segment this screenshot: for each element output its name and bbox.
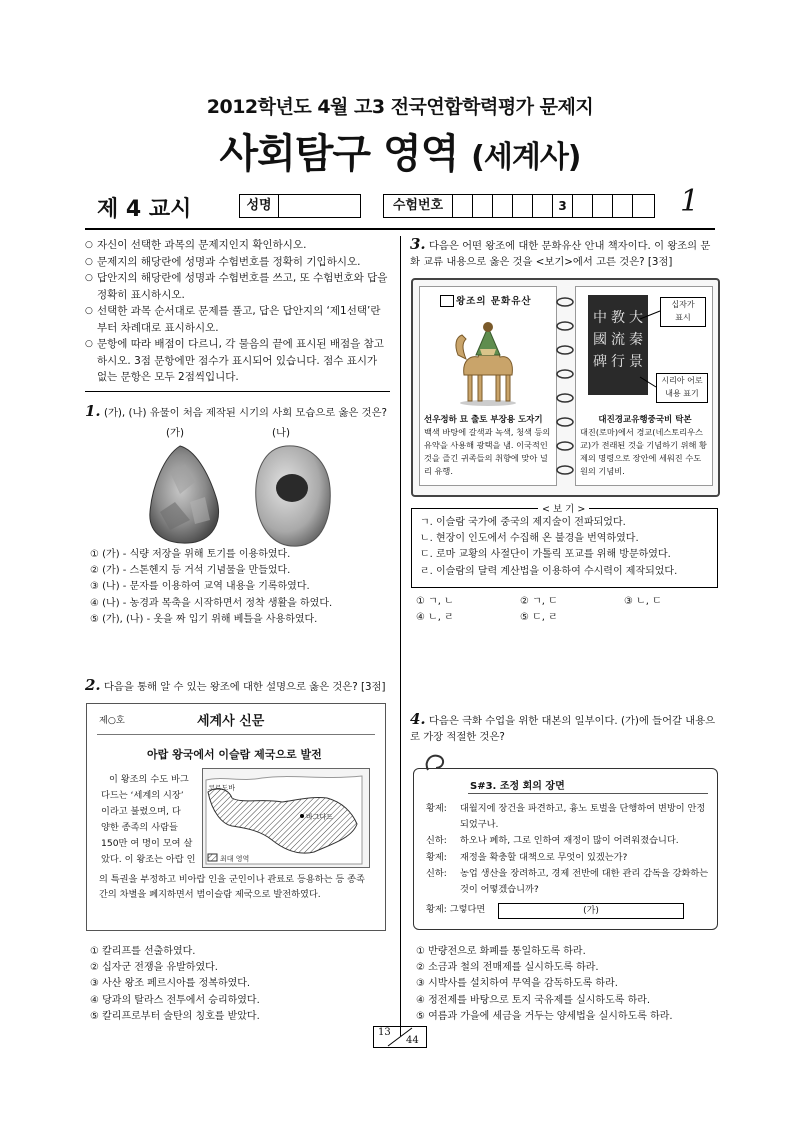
answer-option[interactable]: ④ ㄴ, ㄹ [416, 612, 454, 624]
answer-option[interactable]: ⑤ (가), (나) - 옷을 짜 입기 위해 베틀을 사용하였다. [90, 613, 318, 625]
map-city-2-dot [300, 814, 304, 818]
question-3-options [416, 594, 716, 626]
instruction-item: ○ 문항에 따라 배점이 다르니, 각 물음의 끝에 표시된 배점을 참고하시오. 3점 문항에만 점수가 표시되어 있습니다. 점수 표시가 없는 문항은 모두 2점씩입니다. [85, 336, 390, 386]
question-4 [410, 712, 720, 745]
question-3-text: 다음은 어떤 왕조에 대한 문화유산 안내 책자이다. 이 왕조의 문화 교류 내용으로 옳은 것을 <보기>에서 고른 것은? [3점] [410, 240, 711, 268]
newspaper-box [86, 703, 386, 931]
question-3-number: 3. [410, 235, 426, 253]
article-line: 이 왕조의 수도 바그 [109, 774, 189, 785]
stele-character: 國 [593, 332, 607, 348]
script-speaker: 신하: [426, 868, 447, 879]
callout-arrows [636, 307, 666, 397]
right-caption-body: 대진(로마)에서 경교(네스토리우스 교)가 전래된 것을 기념하기 위해 황제의 명령으로 장안에 세워진 수도원의 기념비. [580, 427, 707, 476]
callout-syriac-line1: 시리아 어로 [661, 376, 703, 385]
stele-character: 教 [611, 310, 625, 326]
exam-number-cell[interactable] [473, 195, 493, 217]
callout-cross [660, 297, 706, 327]
instructions [85, 237, 390, 386]
subject-title [0, 122, 800, 179]
question-3 [410, 237, 720, 270]
callout-cross-line2: 표시 [675, 313, 691, 322]
question-2 [85, 678, 395, 696]
article-tail: 의 특권을 부정하고 비아랍 인을 군인이나 관료로 등용하는 등 종족 간의 차별을 폐지하면서 범이슬람 제국으로 발전하였다. [99, 874, 365, 900]
script-line [426, 850, 710, 866]
question-2-number: 2. [85, 676, 101, 694]
instruction-item: ○ 답안지의 해당란에 성명과 수험번호를 쓰고, 또 수험번호와 답을 정확히 표시하시오. [85, 270, 390, 303]
exam-title: 2012학년도 4월 고3 전국연합학력평가 문제지 [206, 96, 594, 118]
script-box [413, 768, 718, 930]
answer-option[interactable]: ④ 정전제를 바탕으로 토지 국유제를 실시하도록 하라. [416, 994, 651, 1006]
question-4-options [416, 944, 673, 1025]
script-blank: (가) [498, 903, 684, 919]
answer-option[interactable]: ③ 사산 왕조 페르시아를 정복하였다. [90, 978, 251, 990]
answer-option[interactable]: ③ 시박사를 설치하여 무역을 감독하도록 하라. [416, 978, 618, 990]
exam-number-cell[interactable] [513, 195, 533, 217]
subject-name: 사회탐구 영역 [219, 131, 459, 177]
answer-option[interactable]: ④ 당과의 탈라스 전투에서 승리하였다. [90, 994, 260, 1006]
header-rule [85, 228, 715, 230]
name-box [239, 194, 361, 218]
map-city-2: 바그다드 [306, 813, 334, 821]
answer-option[interactable]: ① (가) - 식량 저장을 위해 토기를 이용하였다. [90, 549, 291, 560]
bogi-item: ㄷ. 로마 교황의 사절단이 가톨릭 포교를 위해 방문하였다. [420, 549, 671, 561]
answer-option[interactable]: ③ (나) - 문자를 이용하여 교역 내용을 기록하였다. [90, 581, 310, 593]
bogi-box [411, 504, 718, 588]
script-speaker: 황제: [426, 803, 447, 814]
exam-number-label: 수험번호 [384, 195, 453, 217]
script-text: 농업 생산을 장려하고, 경제 전반에 대한 관리 감독을 강화하는 것이 어떻겠습니까? [460, 868, 709, 895]
answer-option[interactable]: ③ ㄴ, ㄷ [624, 596, 662, 607]
stele-character: 行 [611, 354, 625, 370]
camel-figure-image [450, 315, 526, 407]
instruction-item: ○ 자신이 선택한 과목의 문제지인지 확인하시오. [85, 237, 390, 254]
column-divider [400, 236, 401, 1036]
newspaper-headline: 아랍 왕국에서 이슬람 제국으로 발전 [147, 748, 322, 761]
question-1-options [90, 547, 332, 628]
question-2-options [90, 944, 260, 1025]
bogi-items [420, 515, 677, 580]
script-line [426, 801, 710, 832]
script-text: 재정을 확충할 대책으로 무엇이 있겠는가? [460, 851, 628, 863]
answer-option[interactable]: ① 칼리프를 선출하였다. [90, 946, 196, 957]
exam-number-cell[interactable] [493, 195, 513, 217]
question-4-number: 4. [410, 710, 426, 728]
name-label: 성명 [240, 195, 279, 217]
exam-number-cell[interactable] [613, 195, 633, 217]
article-line: 다드는 ‘세계의 시장’ [101, 790, 184, 801]
article-line: 이라고 불렸으며, 다 [101, 806, 181, 817]
stele-character: 景 [629, 354, 643, 370]
answer-option[interactable]: ① ㄱ, ㄴ [416, 596, 454, 607]
answer-option[interactable]: ① 반량전으로 화폐를 통일하도록 하라. [416, 946, 586, 957]
grinding-stone-image [248, 440, 338, 550]
script-speaker: 황제: [426, 851, 447, 863]
left-caption-body: 백색 바탕에 갈색과 녹색, 청색 등의 유약을 사용해 광택을 냄. 이국적인 것을 즐긴 귀족들의 취향에 맞아 널리 유행. [424, 427, 551, 476]
footer-page: 13 [378, 1027, 391, 1038]
footer-total: 44 [406, 1035, 419, 1046]
left-caption-title: 선우정하 묘 출토 부장용 도자기 [424, 415, 543, 425]
map-image [202, 768, 370, 868]
question-2-text: 다음을 통해 알 수 있는 왕조에 대한 설명으로 옳은 것은? [3점] [103, 681, 386, 693]
exam-number-cell[interactable] [533, 195, 553, 217]
script-last-speaker: 황제: 그렇다면 [426, 904, 486, 915]
newspaper-name: 세계사 신문 [197, 714, 265, 729]
booklet-title: 왕조의 문화유산 [456, 296, 532, 307]
script-line [426, 833, 710, 849]
exam-number-field[interactable] [453, 195, 653, 217]
stele-character: 大 [629, 310, 643, 326]
stele-character: 流 [611, 332, 625, 348]
question-1-number: 1. [85, 402, 101, 420]
question-4-text: 다음은 극화 수업을 위한 대본의 일부이다. (가)에 들어갈 내용으로 가장 적절한 것은? [410, 715, 716, 743]
right-caption-title: 대진경교유행중국비 탁본 [598, 415, 692, 425]
answer-option[interactable]: ② 십자군 전쟁을 유발하였다. [90, 962, 218, 974]
newspaper-rule [97, 734, 375, 735]
bogi-item: ㄱ. 이슬람 국가에 중국의 제지술이 전파되었다. [420, 517, 626, 528]
booklet-right-page [575, 286, 713, 486]
map-legend: 최대 영역 [220, 855, 250, 863]
script-text: 하오나 폐하, 그로 인하여 재정이 많이 어려워졌습니다. [460, 835, 679, 846]
stele-character: 秦 [629, 332, 643, 348]
article-line: 았다. 이 왕조는 아랍 인 [101, 854, 196, 865]
bogi-item: ㄴ. 현장이 인도에서 수집해 온 불경을 번역하였다. [420, 533, 639, 545]
stele-character: 碑 [593, 354, 607, 370]
booklet-title-box [440, 295, 454, 307]
article-line: 150만 여 명이 모여 살 [101, 838, 193, 849]
answer-option[interactable]: ⑤ 여름과 가을에 세금을 거두는 양세법을 실시하도록 하라. [416, 1010, 673, 1022]
q1-label-b: (나) [272, 427, 290, 439]
hand-axe-image [140, 442, 230, 547]
script-rule [468, 793, 708, 794]
booklet-left-page [419, 286, 557, 486]
answer-option[interactable]: ② 소금과 철의 전매제를 실시하도록 하라. [416, 962, 599, 974]
script-text: 대월지에 장건을 파견하고, 흉노 토벌을 단행하여 변방이 안정되었구나. [460, 803, 706, 830]
callout-cross-line1: 십자가 [671, 300, 695, 309]
bogi-item: ㄹ. 이슬람의 달력 계산법을 이용하여 수시력이 제작되었다. [420, 565, 678, 577]
heritage-booklet [411, 278, 720, 497]
exam-number-cell[interactable] [593, 195, 613, 217]
name-field[interactable] [279, 195, 359, 217]
answer-option[interactable]: ② (가) - 스톤헨지 등 거석 기념물을 만들었다. [90, 565, 291, 577]
subject-sub: (세계사) [471, 140, 581, 175]
bogi-label-text: 보 기 [552, 504, 575, 515]
answer-option[interactable]: ④ (나) - 농경과 목축을 시작하면서 정착 생활을 하였다. [90, 597, 333, 609]
q1-label-a: (가) [166, 427, 184, 439]
exam-number-cell[interactable] [633, 195, 653, 217]
script-lines [426, 801, 710, 898]
question-1 [85, 404, 395, 422]
stele-character: 中 [593, 310, 607, 326]
script-scene: S#3. 조정 회의 장면 [470, 781, 565, 792]
newspaper-issue: 제○호 [99, 715, 125, 726]
booklet-binding [553, 282, 577, 490]
answer-option[interactable]: ② ㄱ, ㄷ [520, 596, 558, 607]
exam-number-cell[interactable] [573, 195, 593, 217]
callout-syriac-line2: 내용 표기 [665, 389, 699, 398]
instructions-rule [85, 391, 390, 392]
period-label: 제 4 교시 [97, 197, 192, 222]
question-1-text: (가), (나) 유물이 처음 제작된 시기의 사회 모습으로 옳은 것은? [103, 407, 387, 419]
instruction-item: ○ 선택한 과목 순서대로 문제를 풀고, 답은 답안지의 ‘제1선택’란부터 차례대로 표시하시오. [85, 303, 390, 336]
exam-number-cell[interactable]: 3 [553, 195, 573, 217]
answer-option[interactable]: ⑤ 칼리프로부터 술탄의 칭호를 받았다. [90, 1010, 260, 1022]
map-legend-swatch [208, 854, 217, 861]
instruction-item: ○ 문제지의 해당란에 성명과 수험번호를 정확히 기입하시오. [85, 254, 390, 271]
exam-number-box [383, 194, 655, 218]
script-speaker: 신하: [426, 835, 447, 846]
bogi-label: < 보 기 > [538, 501, 589, 515]
answer-option[interactable]: ⑤ ㄷ, ㄹ [520, 612, 558, 624]
footer-page-box [373, 1026, 427, 1048]
script-line [426, 866, 710, 897]
map-city-1: 코르도바 [208, 784, 236, 792]
page-number: 1 [680, 184, 700, 219]
article-line: 양한 종족의 사람들 [101, 822, 178, 833]
exam-number-cell[interactable] [453, 195, 473, 217]
